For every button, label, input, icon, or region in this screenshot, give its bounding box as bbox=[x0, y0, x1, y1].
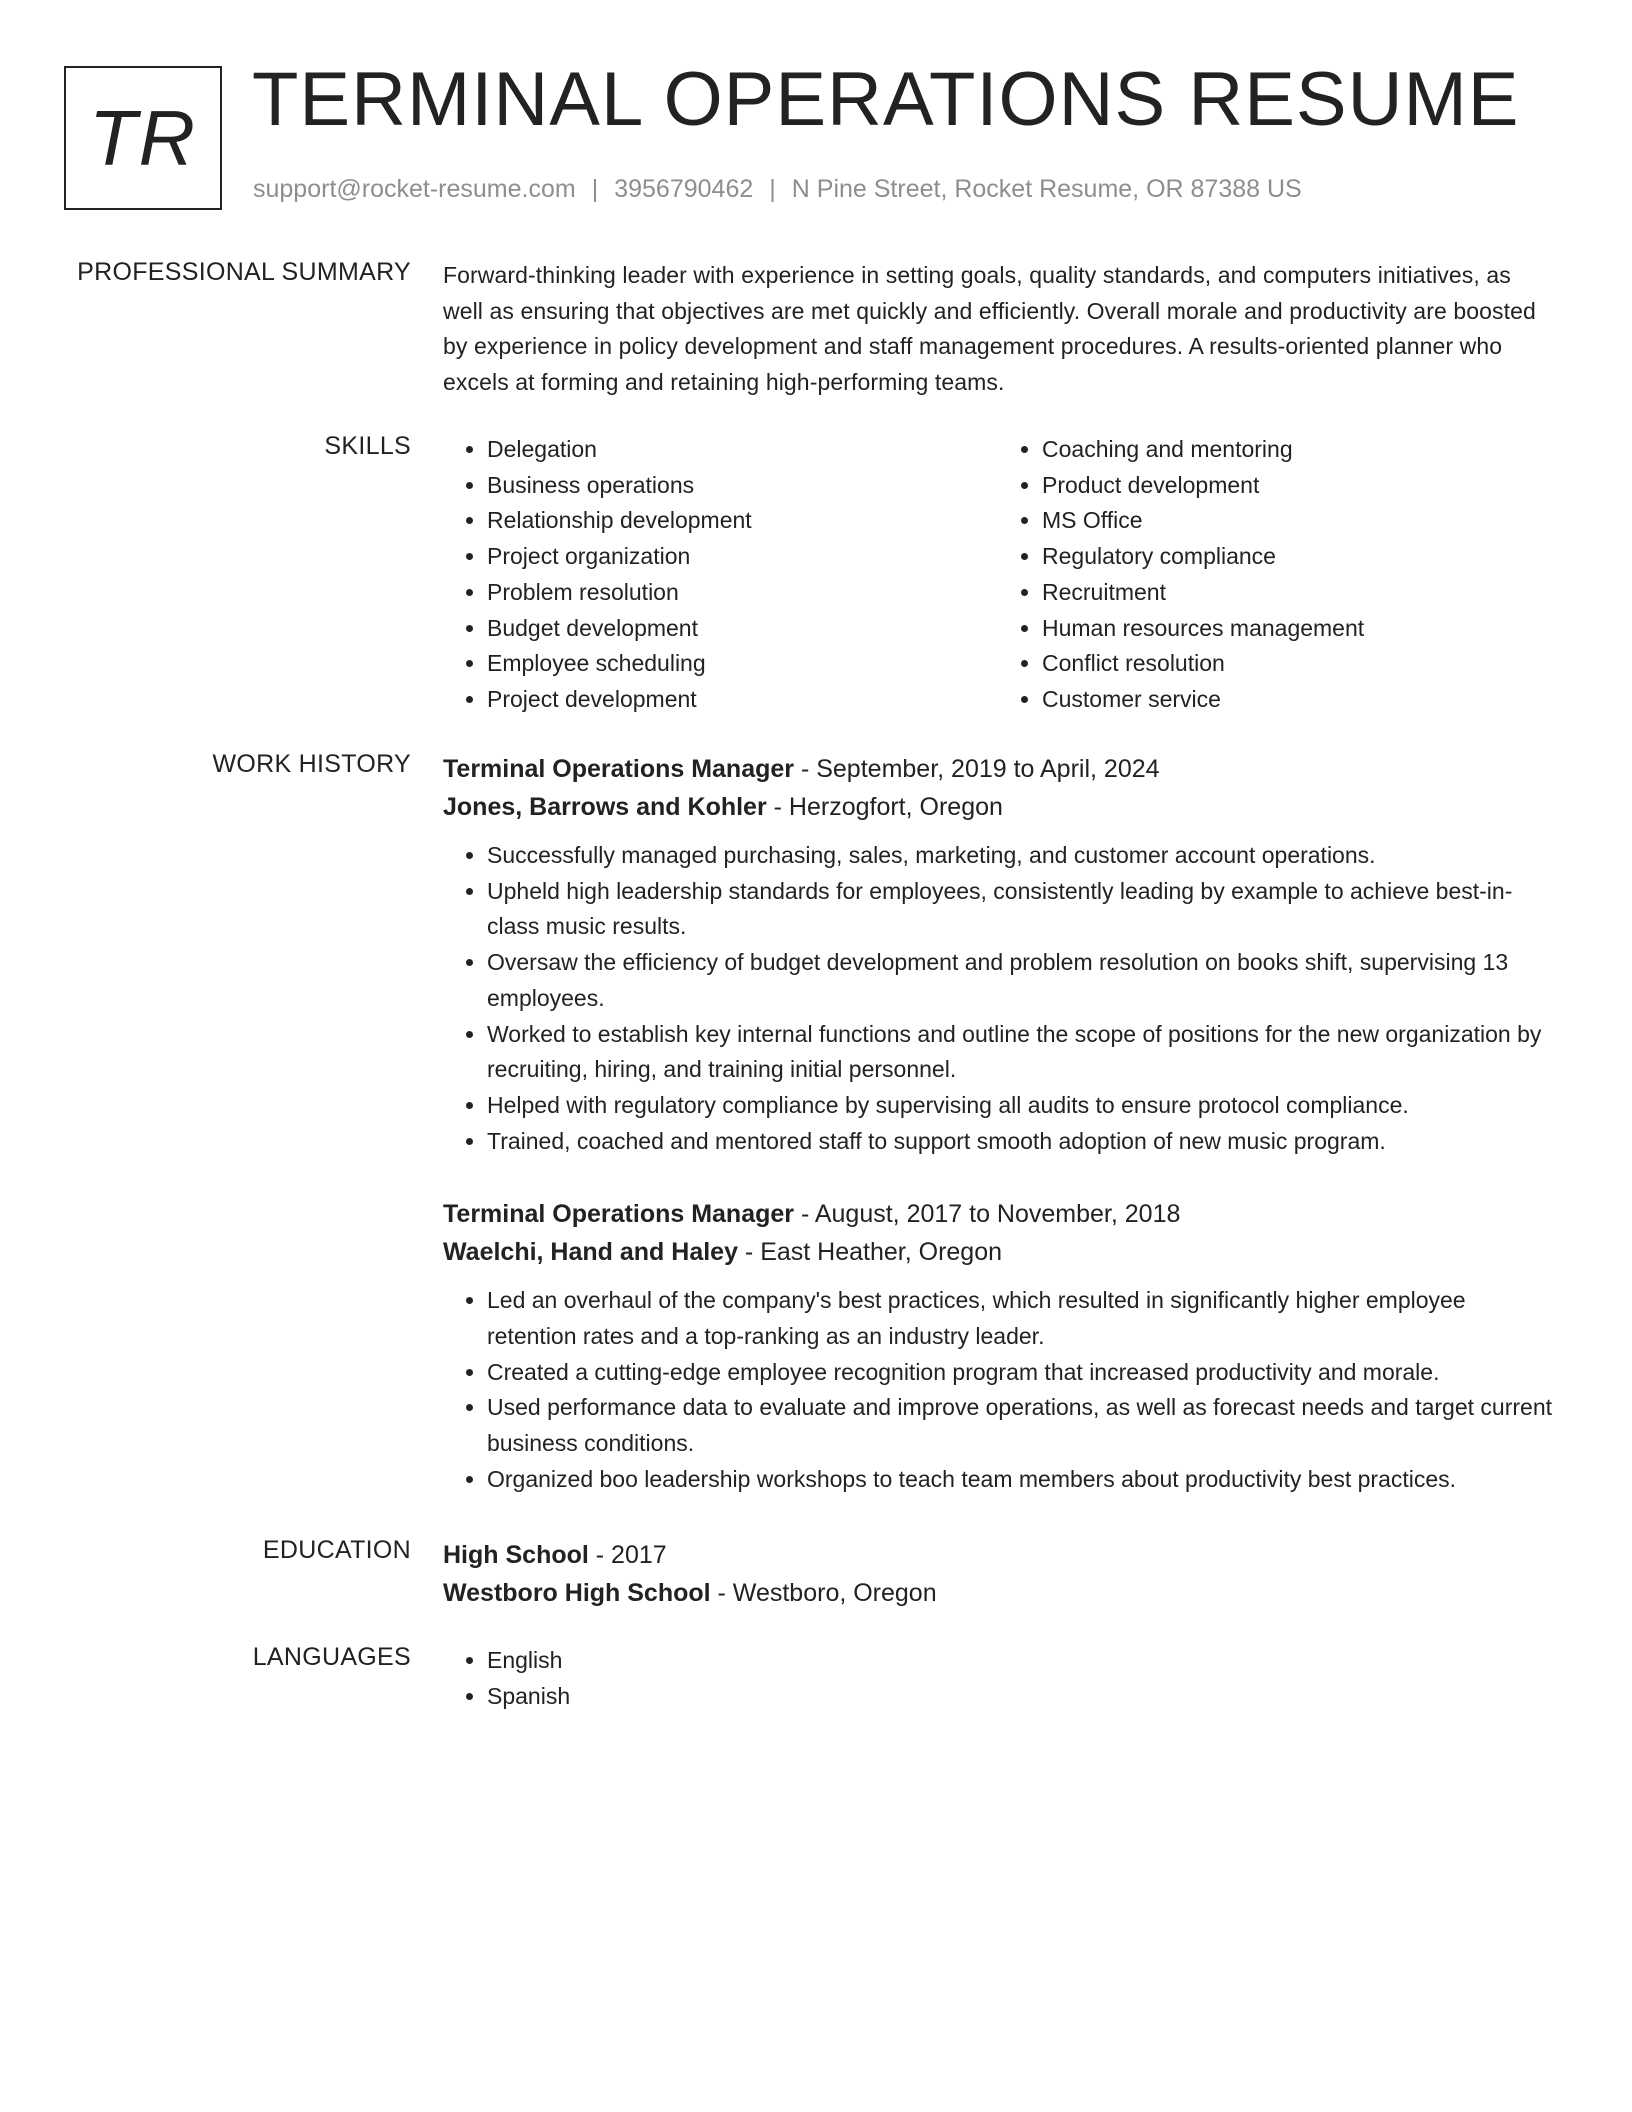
education-school: Westboro High School bbox=[443, 1579, 711, 1607]
resume-title: TERMINAL OPERATIONS RESUME bbox=[252, 57, 1520, 142]
skill-item: • Recruitment bbox=[1042, 575, 1553, 611]
skills-body bbox=[443, 432, 1553, 718]
languages-label: LANGUAGES bbox=[252, 1643, 411, 1671]
education-year: - 2017 bbox=[588, 1541, 667, 1569]
skill-item: • Employee scheduling bbox=[487, 646, 998, 682]
education-degree-line bbox=[443, 1536, 1553, 1574]
skill-item: • Coaching and mentoring bbox=[1042, 432, 1553, 468]
job-title-line bbox=[443, 750, 1553, 788]
job-bullet: • Worked to establish key internal functions and outline the scope of positions for the new organization by recruiting, hiring, and training initial personnel. bbox=[487, 1017, 1553, 1088]
contact-email: support@rocket-resume.com bbox=[253, 175, 576, 203]
skill-item: • Human resources management bbox=[1042, 611, 1553, 647]
job-title: Terminal Operations Manager bbox=[443, 1200, 795, 1229]
job-location: - Herzogfort, Oregon bbox=[766, 793, 1003, 821]
contact-phone: 3956790462 bbox=[614, 175, 754, 203]
skill-item: • Problem resolution bbox=[487, 575, 998, 611]
skill-item: • Business operations bbox=[487, 468, 998, 504]
skill-item: • Project organization bbox=[487, 539, 998, 575]
job-entry bbox=[443, 1195, 1553, 1497]
languages-body bbox=[443, 1643, 1553, 1714]
contact-address: N Pine Street, Rocket Resume, OR 87388 US bbox=[791, 175, 1302, 203]
job-entry bbox=[443, 750, 1553, 1159]
job-title-line bbox=[443, 1195, 1553, 1233]
skill-item: • Regulatory compliance bbox=[1042, 539, 1553, 575]
summary-body bbox=[443, 258, 1553, 401]
job-bullet: • Trained, coached and mentored staff to support smooth adoption of new music program. bbox=[487, 1124, 1553, 1160]
skills-label: SKILLS bbox=[324, 432, 411, 460]
languages-list bbox=[443, 1643, 1553, 1714]
job-bullet: • Organized boo leadership workshops to teach team members about productivity best practices. bbox=[487, 1462, 1553, 1498]
education-degree: High School bbox=[443, 1541, 589, 1569]
job-bullet: • Created a cutting-edge employee recognition program that increased productivity and morale. bbox=[487, 1355, 1553, 1391]
job-dates: - August, 2017 to November, 2018 bbox=[794, 1200, 1181, 1229]
job-bullet: • Upheld high leadership standards for employees, consistently leading by example to achieve best-in-class music results. bbox=[487, 874, 1553, 945]
work-history-label: WORK HISTORY bbox=[212, 750, 411, 778]
job-title: Terminal Operations Manager bbox=[443, 755, 795, 783]
work-history-body bbox=[443, 750, 1553, 1498]
skill-item: • Budget development bbox=[487, 611, 998, 647]
job-location: - East Heather, Oregon bbox=[737, 1238, 1003, 1267]
contact-separator: | bbox=[591, 175, 599, 203]
education-label: EDUCATION bbox=[262, 1536, 411, 1564]
job-bullet: • Helped with regulatory compliance by supervising all audits to ensure protocol compliance. bbox=[487, 1088, 1553, 1124]
contact-separator: | bbox=[769, 175, 776, 203]
job-company-line bbox=[443, 788, 1553, 826]
skills-list-left bbox=[443, 432, 998, 718]
language-item: • English bbox=[487, 1643, 1553, 1679]
education-location: - Westboro, Oregon bbox=[710, 1579, 937, 1607]
job-dates: - September, 2019 to April, 2024 bbox=[794, 755, 1160, 783]
job-bullet: • Successfully managed purchasing, sales, marketing, and customer account operations. bbox=[487, 838, 1553, 874]
education-school-line bbox=[443, 1574, 1553, 1612]
contact-line bbox=[253, 175, 1302, 204]
job-company-line bbox=[443, 1233, 1553, 1271]
skill-item: • Project development bbox=[487, 682, 998, 718]
skill-item: • Relationship development bbox=[487, 503, 998, 539]
job-company: Waelchi, Hand and Haley bbox=[443, 1238, 738, 1267]
skill-item: • MS Office bbox=[1042, 503, 1553, 539]
summary-text: Forward-thinking leader with experience in setting goals, quality standards, and computers initiatives, as well as ensuring that objectives are met quickly and efficiently. Overall morale and productivity are boosted by experience in policy development and staff management procedures. A results-oriented planner who excels at forming and retaining high-performing teams. bbox=[443, 262, 1536, 396]
skill-item: • Delegation bbox=[487, 432, 998, 468]
education-body bbox=[443, 1536, 1553, 1612]
job-bullets bbox=[443, 838, 1553, 1159]
job-bullet: • Oversaw the efficiency of budget development and problem resolution on books shift, supervising 13 employees. bbox=[487, 945, 1553, 1016]
job-bullet: • Led an overhaul of the company's best practices, which resulted in significantly higher employee retention rates and a top-ranking as an industry leader. bbox=[487, 1283, 1553, 1354]
summary-label: PROFESSIONAL SUMMARY bbox=[77, 258, 411, 286]
job-bullets bbox=[443, 1283, 1553, 1497]
job-bullet: • Used performance data to evaluate and improve operations, as well as forecast needs and target current business conditions. bbox=[487, 1390, 1553, 1461]
skill-item: • Customer service bbox=[1042, 682, 1553, 718]
job-company: Jones, Barrows and Kohler bbox=[443, 793, 767, 821]
monogram: TR bbox=[64, 66, 222, 210]
skills-list-right bbox=[998, 432, 1553, 718]
language-item: • Spanish bbox=[487, 1679, 1553, 1715]
skill-item: • Product development bbox=[1042, 468, 1553, 504]
skill-item: • Conflict resolution bbox=[1042, 646, 1553, 682]
